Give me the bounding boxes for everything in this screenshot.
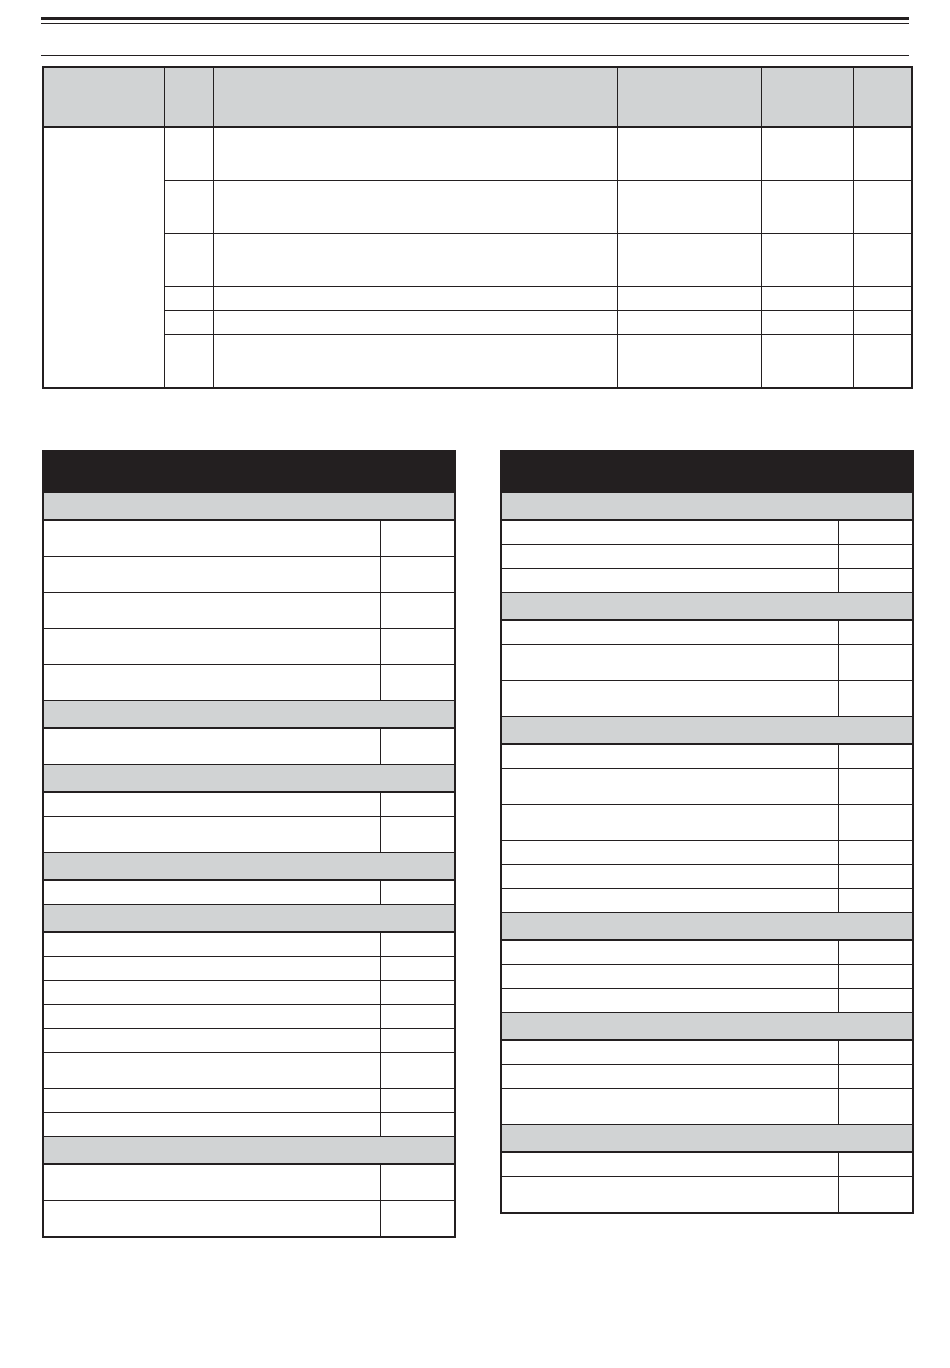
right-table-item-value: [838, 989, 913, 1013]
left-table-item-row: [43, 1005, 455, 1029]
top-table-group-cell: [43, 127, 164, 388]
left-table-item-row: [43, 1029, 455, 1053]
right-table-item-row: [501, 744, 913, 769]
right-table-item-row: [501, 1152, 913, 1177]
right-table-item-value: [838, 1065, 913, 1089]
left-table-item-value: [380, 792, 455, 817]
left-table-item-row: [43, 593, 455, 629]
right-table-section-row: [501, 717, 913, 745]
top-table-header-cell: [164, 67, 213, 127]
left-table-item-value: [380, 932, 455, 957]
right-table-section-row: [501, 593, 913, 621]
left-table-item-label: [43, 629, 380, 665]
left-table-header-cell: [43, 451, 380, 493]
right-table-item-label: [501, 805, 838, 841]
right-table-item-value: [838, 1089, 913, 1125]
header-rule-bottom: [41, 55, 909, 56]
right-table-item-label: [501, 1152, 838, 1177]
right-table-item-label: [501, 965, 838, 989]
right-table-item-row: [501, 940, 913, 965]
top-table-cell: [213, 127, 617, 181]
left-table-section-row: [43, 765, 455, 793]
left-table-item-row: [43, 957, 455, 981]
right-table-item-label: [501, 1089, 838, 1125]
left-table-item-value: [380, 1201, 455, 1238]
top-table-cell: [761, 335, 853, 389]
left-table-item-row: [43, 792, 455, 817]
top-table-cell: [164, 287, 213, 311]
left-table-item-value: [380, 1029, 455, 1053]
right-table-item-label: [501, 865, 838, 889]
left-table-header-row: [43, 451, 455, 493]
left-table-item-row: [43, 1113, 455, 1137]
right-table-item-row: [501, 989, 913, 1013]
right-table-item-value: [838, 645, 913, 681]
top-table-row: [43, 335, 912, 389]
left-table-item-value: [380, 1113, 455, 1137]
left-table-item-row: [43, 880, 455, 905]
right-table: [500, 450, 914, 1214]
top-table-cell: [761, 181, 853, 234]
left-table-item-label: [43, 1029, 380, 1053]
right-table-item-row: [501, 865, 913, 889]
top-table-cell: [213, 335, 617, 389]
top-table-cell: [617, 234, 761, 287]
right-table-section-label: [501, 1125, 913, 1153]
top-table-row: [43, 311, 912, 335]
left-table-item-label: [43, 932, 380, 957]
left-table-section-label: [43, 905, 455, 933]
right-table-item-value: [838, 569, 913, 593]
right-table-item-value: [838, 744, 913, 769]
right-table-item-label: [501, 744, 838, 769]
top-table: [42, 66, 913, 389]
top-table-cell: [617, 311, 761, 335]
left-table-section-label: [43, 701, 455, 729]
top-table-cell: [853, 287, 912, 311]
right-table-item-label: [501, 681, 838, 717]
right-table-item-value: [838, 769, 913, 805]
right-table-item-row: [501, 569, 913, 593]
right-table-item-label: [501, 940, 838, 965]
left-table-item-row: [43, 520, 455, 557]
left-table-item-label: [43, 520, 380, 557]
right-table-item-value: [838, 940, 913, 965]
right-table-item-row: [501, 1177, 913, 1214]
left-table-item-row: [43, 1089, 455, 1113]
right-table-item-label: [501, 569, 838, 593]
left-table-item-row: [43, 1053, 455, 1089]
right-table-item-value: [838, 620, 913, 645]
left-table-item-value: [380, 520, 455, 557]
top-table-cell: [213, 311, 617, 335]
top-table-cell: [617, 287, 761, 311]
left-table-item-value: [380, 728, 455, 765]
top-table-header-row: [43, 67, 912, 127]
left-table-item-row: [43, 1164, 455, 1201]
header-rule-thin: [41, 23, 909, 24]
top-table-cell: [213, 234, 617, 287]
left-table-item-label: [43, 880, 380, 905]
left-table-item-row: [43, 728, 455, 765]
left-table-section-label: [43, 493, 455, 521]
right-table-item-value: [838, 545, 913, 569]
top-table-cell: [164, 234, 213, 287]
right-table-item-row: [501, 1040, 913, 1065]
top-table-cell: [853, 181, 912, 234]
top-table-cell: [761, 287, 853, 311]
left-table-section-row: [43, 493, 455, 521]
right-table-item-row: [501, 805, 913, 841]
top-table-header-cell: [213, 67, 617, 127]
top-table-cell: [853, 234, 912, 287]
left-table-item-value: [380, 981, 455, 1005]
top-table-cell: [853, 311, 912, 335]
left-table-item-value: [380, 629, 455, 665]
top-table-cell: [853, 127, 912, 181]
right-table-item-label: [501, 545, 838, 569]
left-table-section-row: [43, 905, 455, 933]
left-table-item-value: [380, 665, 455, 701]
left-table-item-label: [43, 1089, 380, 1113]
top-table-header-cell: [617, 67, 761, 127]
right-table-section-label: [501, 1013, 913, 1041]
top-table-cell: [761, 127, 853, 181]
left-table-section-label: [43, 765, 455, 793]
right-table-section-label: [501, 593, 913, 621]
right-table-section-row: [501, 1013, 913, 1041]
top-table-header-cell: [43, 67, 164, 127]
right-table-item-label: [501, 889, 838, 913]
left-table-item-row: [43, 981, 455, 1005]
left-table-item-label: [43, 957, 380, 981]
top-table-row: [43, 287, 912, 311]
top-table-cell: [617, 127, 761, 181]
right-table-item-value: [838, 889, 913, 913]
left-table-item-value: [380, 557, 455, 593]
right-table-item-value: [838, 1152, 913, 1177]
top-table-cell: [213, 181, 617, 234]
left-table-item-value: [380, 1089, 455, 1113]
left-table-item-label: [43, 593, 380, 629]
top-table-cell: [164, 335, 213, 389]
left-table-item-value: [380, 1005, 455, 1029]
top-table-cell: [853, 335, 912, 389]
left-table-item-row: [43, 932, 455, 957]
right-table-item-value: [838, 865, 913, 889]
right-table-section-row: [501, 913, 913, 941]
left-table-item-value: [380, 880, 455, 905]
right-table-item-row: [501, 965, 913, 989]
left-table-item-value: [380, 957, 455, 981]
top-table-row: [43, 181, 912, 234]
left-table-item-label: [43, 981, 380, 1005]
top-table-header-cell: [761, 67, 853, 127]
right-table-item-label: [501, 1040, 838, 1065]
left-table-item-row: [43, 557, 455, 593]
top-table-header-cell: [853, 67, 912, 127]
header-rule-thick: [41, 17, 909, 20]
left-table-header-cell: [380, 451, 455, 493]
left-table-item-label: [43, 665, 380, 701]
right-table-item-row: [501, 645, 913, 681]
left-table-item-label: [43, 1053, 380, 1089]
top-table-cell: [164, 311, 213, 335]
right-table-item-value: [838, 805, 913, 841]
left-table-item-value: [380, 593, 455, 629]
top-table-row: [43, 234, 912, 287]
top-table-row: [43, 127, 912, 181]
left-table-section-row: [43, 701, 455, 729]
left-table-item-label: [43, 1005, 380, 1029]
top-table-cell: [617, 335, 761, 389]
right-table-item-label: [501, 989, 838, 1013]
left-table-section-row: [43, 853, 455, 881]
left-table-item-row: [43, 629, 455, 665]
top-table-cell: [213, 287, 617, 311]
left-table-item-label: [43, 728, 380, 765]
right-table-item-row: [501, 620, 913, 645]
right-table-item-row: [501, 681, 913, 717]
right-table-section-row: [501, 493, 913, 521]
right-table-section-label: [501, 717, 913, 745]
left-table-item-label: [43, 1201, 380, 1238]
right-table-item-label: [501, 841, 838, 865]
right-table-section-row: [501, 1125, 913, 1153]
left-table: [42, 450, 456, 1238]
left-table-item-row: [43, 1201, 455, 1238]
right-table-item-label: [501, 645, 838, 681]
right-table-item-label: [501, 520, 838, 545]
left-table-section-row: [43, 1137, 455, 1165]
left-table-item-label: [43, 817, 380, 853]
top-table-cell: [164, 181, 213, 234]
left-table-item-label: [43, 557, 380, 593]
left-table-item-label: [43, 1113, 380, 1137]
right-table-item-value: [838, 681, 913, 717]
left-table-item-label: [43, 1164, 380, 1201]
left-table-item-value: [380, 1164, 455, 1201]
right-table-header-cell: [838, 451, 913, 493]
right-table-item-value: [838, 841, 913, 865]
right-table-item-row: [501, 1089, 913, 1125]
left-table-item-value: [380, 1053, 455, 1089]
right-table-section-label: [501, 913, 913, 941]
right-table-item-row: [501, 520, 913, 545]
right-table-item-value: [838, 1040, 913, 1065]
left-table-item-row: [43, 817, 455, 853]
right-table-item-label: [501, 1065, 838, 1089]
right-table-item-label: [501, 769, 838, 805]
left-table-section-label: [43, 853, 455, 881]
top-table-cell: [164, 127, 213, 181]
left-table-item-value: [380, 817, 455, 853]
right-table-item-value: [838, 520, 913, 545]
left-table-section-label: [43, 1137, 455, 1165]
right-table-item-row: [501, 841, 913, 865]
right-table-item-row: [501, 769, 913, 805]
right-table-item-row: [501, 1065, 913, 1089]
top-table-cell: [617, 181, 761, 234]
right-table-section-label: [501, 493, 913, 521]
right-table-item-value: [838, 1177, 913, 1214]
left-table-item-row: [43, 665, 455, 701]
right-table-header-cell: [501, 451, 838, 493]
right-table-item-row: [501, 889, 913, 913]
right-table-item-row: [501, 545, 913, 569]
right-table-header-row: [501, 451, 913, 493]
top-table-cell: [761, 234, 853, 287]
right-table-item-label: [501, 620, 838, 645]
left-table-item-label: [43, 792, 380, 817]
right-table-item-value: [838, 965, 913, 989]
right-table-item-label: [501, 1177, 838, 1214]
top-table-cell: [761, 311, 853, 335]
